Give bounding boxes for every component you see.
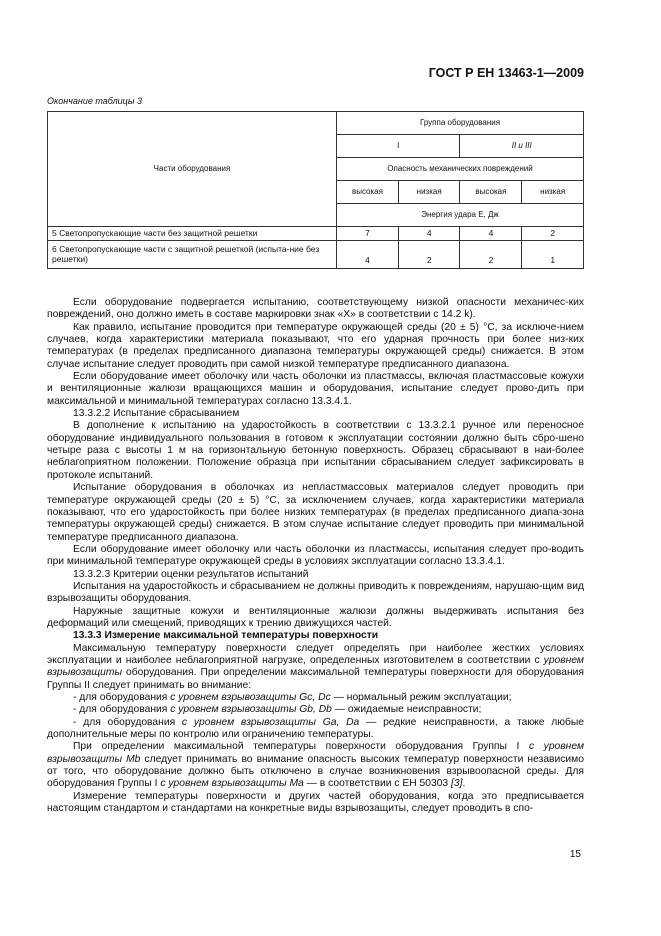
header-group-ii-iii: II и III	[460, 135, 584, 158]
paragraph: Если оборудование подвергается испытанию, соответствующему низкой опасности механичес-ких повреждений, оно должно иметь в составе маркировки знак «X» в соответствии с 14.2 k).	[47, 297, 584, 321]
paragraph: Наружные защитные кожухи и вентиляционные жалюзи должны выдерживать испытания без деформаций или смещений, приводящих к трению движущихся частей.	[47, 605, 584, 629]
header-low-1: низкая	[398, 181, 460, 204]
row-value: 1	[522, 241, 584, 269]
row-value: 4	[460, 227, 522, 241]
page-number: 15	[569, 849, 581, 860]
row-value: 4	[398, 227, 460, 241]
row-label: 6 Светопропускающие части с защитной решеткой (испыта-ние без решетки)	[48, 241, 337, 269]
header-energy: Энергия удара E, Дж	[337, 204, 584, 227]
row-label: 5 Светопропускающие части без защитной решетки	[48, 227, 337, 241]
document-header: ГОСТ Р ЕН 13463-1—2009	[428, 66, 584, 80]
header-hazard: Опасность механических повреждений	[337, 158, 584, 181]
table-row	[48, 227, 584, 241]
subsection-heading: 13.3.2.3 Критерии оценки результатов испытаний	[73, 568, 309, 580]
body-text	[47, 297, 584, 815]
paragraph: Максимальную температуру поверхности следует определять при наиболее жестких условиях эксплуатации и наиболее неблагоприятной нагрузке, определенных изготовителем в соответствии с уровнем взрывозащиты оборудования. При определении максимальной температуры поверхности для оборудования Группы II следует принимать во внимание:	[47, 642, 584, 691]
header-parts: Части оборудования	[48, 112, 337, 227]
header-low-2: низкая	[522, 181, 584, 204]
paragraph: Измерение температуры поверхности и других частей оборудования, когда это предписывается настоящим стандартом и стандартами на конкретные виды взрывозащиты, следует проводить в спо-	[47, 790, 584, 815]
paragraph: Испытания на ударостойкость и сбрасыванием не должны приводить к повреждениям, нарушаю-щим вид взрывозащиты оборудования.	[47, 580, 584, 605]
paragraph: При определении максимальной температуры поверхности оборудования Группы I с уровнем взрывозащиты Mb следует принимать во внимание опасность высоких температур поверхности независимо от того, что оборудование должно быть отключено в случае возникновения взрывоопасной среды. Для оборудования Группы I с уровнем взрывозащиты Ma — в соответствии с ЕН 50303 [3].	[47, 741, 584, 790]
header-high-2: высокая	[460, 181, 522, 204]
list-item: - для оборудования с уровнем взрывозащиты Ga, Da — редкие неисправности, а также любые дополнительные меры по контролю или ограничению температуры.	[47, 716, 584, 741]
header-high-1: высокая	[337, 181, 399, 204]
subsection-heading: 13.3.2.2 Испытание сбрасыванием	[73, 408, 240, 420]
paragraph: Если оборудование имеет оболочку или часть оболочки из пластмассы, включая пластмассовые кожухи и вентиляционные жалюзи вращающихся машин и оборудования, испытание следует прово-дить при максимальной и минимальной температурах согласно 13.3.4.1.	[47, 371, 584, 407]
paragraph: Если оборудование имеет оболочку или часть оболочки из пластмассы, испытания следует про-водить при минимальной температуре окружающей среды в условиях эксплуатации согласно 13.3.4.1.	[47, 543, 584, 568]
table-caption: Окончание таблицы 3	[47, 96, 142, 106]
row-value: 2	[460, 241, 522, 269]
header-group-i: I	[337, 135, 460, 158]
list-item: - для оборудования с уровнем взрывозащиты Gc, Dc — нормальный режим эксплуатации;	[73, 692, 512, 703]
row-value: 4	[337, 241, 399, 269]
row-value: 2	[522, 227, 584, 241]
paragraph: Как правило, испытание проводится при температуре окружающей среды (20 ± 5) °С, за исключе-нием случаев, когда характеристики материала показывают, что его ударная прочность при более низ-ких температурах (в пределах предписанного диапазона температуры окружающей среды) снижается. В этом случае испытание следует проводить при самой низкой температуре предписанного диапазона.	[47, 321, 584, 370]
header-group: Группа оборудования	[337, 112, 584, 135]
impact-energy-table	[47, 111, 584, 269]
row-value: 7	[337, 227, 399, 241]
paragraph: В дополнение к испытанию на ударостойкость в соответствии с 13.3.2.1 ручное или переносное оборудование индивидуального пользования в готовом к эксплуатации состоянии должно быть сбро-шено четыре раза с высоты 1 м на горизонтальную бетонную поверхность. Образец сбрасывают в наи-более неблагоприятном положении. Положение образца при испытании сбрасыванием следует зафиксировать в протоколе испытаний.	[47, 420, 584, 481]
table-row	[48, 241, 584, 269]
list-item: - для оборудования с уровнем взрывозащиты Gb, Db — ожидаемые неисправности;	[73, 704, 482, 716]
row-value: 2	[398, 241, 460, 269]
paragraph: Испытание оборудования в оболочках из непластмассовых материалов следует проводить при температуре окружающей среды (20 ± 5) °С, за исключением случаев, когда характеристики материала показывают, что его ударостойкость при более низких температурах (в пределах предписанного диапа-зона температуры окружающей среды) снижается. В этом случае испытание следует проводить при минимальной температуре предписанного диапазона.	[47, 482, 584, 543]
section-heading: 13.3.3 Измерение максимальной температуры поверхности	[73, 630, 379, 642]
